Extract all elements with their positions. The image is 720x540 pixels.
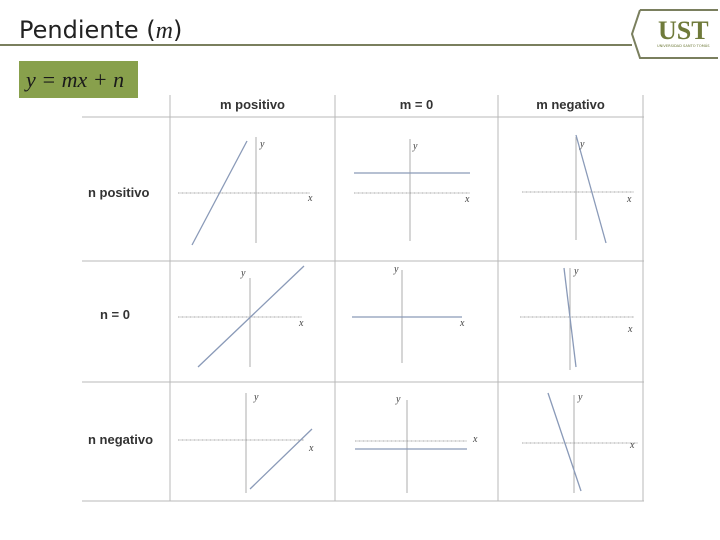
x-axis-label: x — [309, 443, 314, 454]
title-divider — [0, 44, 632, 46]
x-axis-label: x — [630, 440, 635, 451]
x-axis-label: x — [465, 194, 470, 205]
row-header-n-negative: n negativo — [88, 432, 154, 447]
y-axis-label: y — [396, 394, 401, 405]
col-header-m-zero: m = 0 — [399, 97, 434, 112]
plot-m-zero-n-pos — [354, 139, 470, 241]
y-axis-label: y — [580, 139, 585, 150]
plot-m-pos-n-zero — [178, 266, 304, 367]
function-line — [250, 429, 312, 489]
plot-m-neg-n-zero — [520, 266, 634, 370]
y-axis-label: y — [254, 392, 259, 403]
y-axis-label: y — [574, 266, 579, 277]
plot-m-pos-n-neg — [178, 392, 314, 493]
x-axis-label: x — [460, 318, 465, 329]
plot-m-neg-n-pos — [522, 135, 634, 243]
ust-logo — [630, 6, 718, 62]
slope-table — [82, 95, 644, 503]
plot-m-zero-n-zero — [352, 264, 465, 363]
x-axis-label: x — [628, 324, 633, 335]
row-header-n-zero: n = 0 — [100, 307, 130, 322]
page-title-variable: m — [155, 18, 173, 44]
plot-m-zero-n-neg — [355, 394, 478, 493]
y-axis-label: y — [413, 141, 418, 152]
x-axis-label: x — [308, 193, 313, 204]
plot-m-neg-n-neg — [522, 392, 638, 493]
x-axis-label: x — [627, 194, 632, 205]
x-axis-label: x — [473, 434, 478, 445]
y-axis-label: y — [394, 264, 399, 275]
col-header-m-positive: m positivo — [219, 97, 285, 112]
logo-text: UST — [658, 16, 709, 45]
function-line — [548, 393, 581, 491]
plot-m-pos-n-pos — [178, 137, 313, 245]
x-axis-label: x — [299, 318, 304, 329]
y-axis-label: y — [260, 139, 265, 150]
formula-box: y = mx + n — [19, 61, 138, 98]
col-header-m-negative: m negativo — [536, 97, 605, 112]
page-title — [19, 16, 182, 45]
y-axis-label: y — [578, 392, 583, 403]
page-title-close: ) — [172, 16, 183, 44]
row-header-n-positive: n positivo — [88, 185, 150, 200]
function-line — [198, 266, 304, 367]
page-title-text: Pendiente ( — [19, 16, 156, 44]
logo-subtitle: UNIVERSIDAD SANTO TOMÁS — [657, 44, 710, 48]
y-axis-label: y — [241, 268, 246, 279]
function-line — [576, 135, 606, 243]
